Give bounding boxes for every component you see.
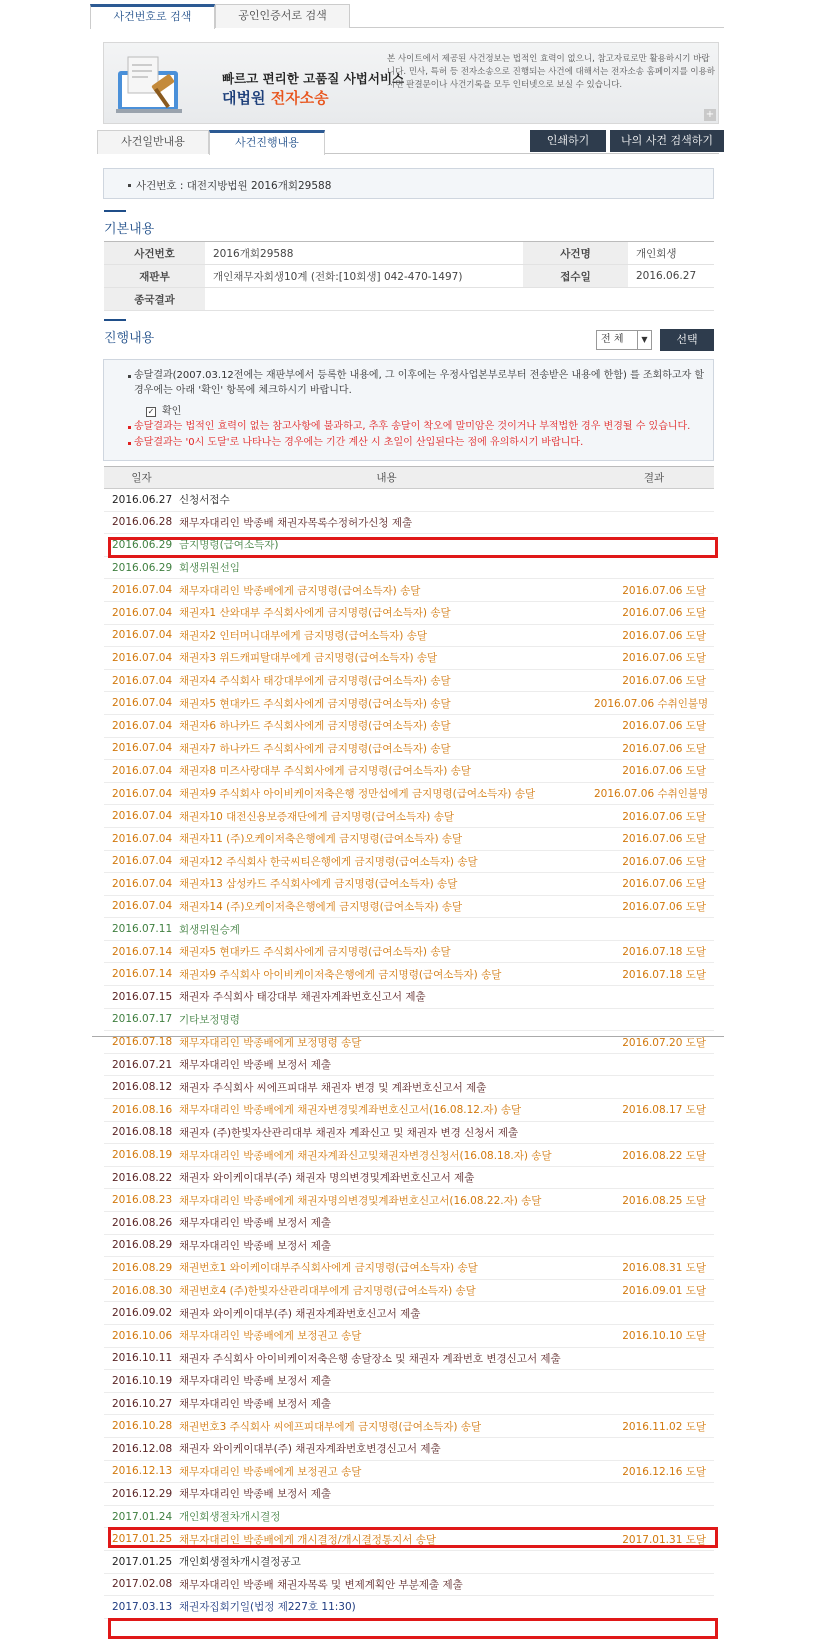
- row-result: [594, 1573, 714, 1596]
- row-result: [594, 1483, 714, 1506]
- filter-select[interactable]: [596, 330, 652, 350]
- table-row: [104, 1189, 714, 1212]
- table-row: [104, 1099, 714, 1122]
- info-row: [104, 288, 714, 311]
- row-content: 회생위원선임: [179, 556, 594, 579]
- table-row: [104, 601, 714, 624]
- row-result: 2016.07.06 도달: [594, 647, 714, 670]
- row-content: 채무자대리인 박종배 보정서 제출: [179, 1370, 594, 1393]
- row-date: 2017.02.08: [104, 1573, 179, 1596]
- row-content: 금지명령(급여소득자): [179, 534, 594, 557]
- row-content: 채권자5 현대카드 주식회사에게 금지명령(급여소득자) 송달: [179, 692, 594, 715]
- progress-table-body: [104, 489, 714, 1619]
- table-row: [104, 1460, 714, 1483]
- highlight-box: [108, 1618, 718, 1639]
- row-result: [594, 1121, 714, 1144]
- row-date: 2017.01.25: [104, 1528, 179, 1551]
- select-button[interactable]: 선택: [660, 329, 714, 351]
- row-content: 개인회생절차개시결정공고: [179, 1550, 594, 1573]
- row-content: 채권자집회기일(법정 제227호 11:30): [179, 1596, 594, 1619]
- row-content: 신청서접수: [179, 489, 594, 512]
- table-row: [104, 1415, 714, 1438]
- row-result: 2016.11.02 도달: [594, 1415, 714, 1438]
- row-result: [594, 1347, 714, 1370]
- row-date: 2016.08.29: [104, 1234, 179, 1257]
- info-label: 종국결과: [104, 288, 205, 311]
- chevron-down-icon: ▼: [637, 331, 651, 349]
- table-row: [104, 1370, 714, 1393]
- row-result: [594, 556, 714, 579]
- plus-icon[interactable]: +: [705, 109, 715, 120]
- row-content: 채권자 주식회사 아이비케이저축은행 송달장소 및 채권자 계좌번호 변경신고서 제출: [179, 1347, 594, 1370]
- row-date: 2016.07.04: [104, 805, 179, 828]
- table-row: [104, 1076, 714, 1099]
- row-date: 2016.08.29: [104, 1257, 179, 1280]
- row-result: 2016.07.18 도달: [594, 963, 714, 986]
- row-result: [594, 1234, 714, 1257]
- tab-case-number-search[interactable]: 사건번호로 검색: [90, 4, 215, 29]
- row-content: 채무자대리인 박종배 보정서 제출: [179, 1483, 594, 1506]
- row-result: 2016.07.06 도달: [594, 737, 714, 760]
- row-content: 채무자대리인 박종배에게 개시결정/개시결정통지서 송달: [179, 1528, 594, 1551]
- banner-title-prefix: 대법원: [222, 89, 271, 107]
- row-result: [594, 986, 714, 1009]
- info-value: 2016.06.27: [628, 265, 714, 288]
- table-row: [104, 737, 714, 760]
- row-content: 회생위원승계: [179, 918, 594, 941]
- row-date: 2016.08.12: [104, 1076, 179, 1099]
- row-date: 2016.10.11: [104, 1347, 179, 1370]
- table-row: [104, 963, 714, 986]
- table-row: [104, 1437, 714, 1460]
- row-result: [594, 1505, 714, 1528]
- table-row: [104, 940, 714, 963]
- notice-line-1b: 경우에는 아래 '확인' 항목에 체크하시기 바랍니다.: [134, 385, 352, 396]
- tab-certificate-search[interactable]: 공인인증서로 검색: [215, 4, 350, 28]
- row-date: 2016.09.02: [104, 1302, 179, 1325]
- row-date: 2016.07.04: [104, 850, 179, 873]
- notice-line-1: 송달결과(2007.03.12전에는 재판부에서 등록한 내용에, 그 이후에는 우정사업본부로부터 전송받은 내용에 한함) 를 조회하고자 할: [134, 370, 705, 381]
- row-date: 2016.07.17: [104, 1008, 179, 1031]
- table-row: [104, 1324, 714, 1347]
- row-date: 2016.06.29: [104, 534, 179, 557]
- row-result: 2016.07.06 도달: [594, 805, 714, 828]
- row-result: [594, 1166, 714, 1189]
- table-row: [104, 1031, 714, 1054]
- row-content: 채권자 와이케이대부(주) 채권자계좌번호변경신고서 제출: [179, 1437, 594, 1460]
- row-content: 채무자대리인 박종배 보정서 제출: [179, 1392, 594, 1415]
- row-result: 2016.08.22 도달: [594, 1144, 714, 1167]
- row-result: 2016.07.06 도달: [594, 714, 714, 737]
- banner-title: [222, 87, 329, 108]
- row-date: 2016.10.06: [104, 1324, 179, 1347]
- info-label: 접수일: [523, 265, 628, 288]
- row-date: 2017.01.24: [104, 1505, 179, 1528]
- table-row: [104, 873, 714, 896]
- highlight-box: [108, 1527, 718, 1548]
- table-row: [104, 669, 714, 692]
- table-row: [104, 1121, 714, 1144]
- row-content: 채무자대리인 박종배에게 금지명령(급여소득자) 송달: [179, 579, 594, 602]
- row-date: 2016.07.04: [104, 760, 179, 783]
- row-content: 기타보정명령: [179, 1008, 594, 1031]
- row-date: 2017.01.25: [104, 1550, 179, 1573]
- notice-box: [103, 359, 714, 461]
- table-row: [104, 760, 714, 783]
- col-date-header: 일자: [104, 467, 179, 489]
- row-content: 채권번호1 와이케이대부주식회사에게 금지명령(급여소득자) 송달: [179, 1257, 594, 1280]
- row-content: 채권자 주식회사 씨에프피대부 채권자 변경 및 계좌번호신고서 제출: [179, 1076, 594, 1099]
- row-result: [594, 1550, 714, 1573]
- row-content: 채권자5 현대카드 주식회사에게 금지명령(급여소득자) 송달: [179, 940, 594, 963]
- row-content: 채권자10 대전신용보증재단에게 금지명령(급여소득자) 송달: [179, 805, 594, 828]
- row-date: 2016.07.04: [104, 714, 179, 737]
- info-row: [104, 265, 714, 288]
- table-row: [104, 1053, 714, 1076]
- basic-info-title: 기본내용: [104, 218, 154, 237]
- table-row: [104, 714, 714, 737]
- confirm-checkbox[interactable]: ✓: [147, 407, 155, 416]
- row-date: 2016.12.08: [104, 1437, 179, 1460]
- table-row: [104, 1257, 714, 1280]
- tab-case-progress[interactable]: 사건진행내용: [209, 130, 325, 155]
- row-result: 2017.01.31 도달: [594, 1528, 714, 1551]
- ecourt-banner: [103, 42, 719, 124]
- filter-select-value: 전 체: [601, 334, 624, 345]
- row-result: 2016.07.06 도달: [594, 850, 714, 873]
- row-date: 2016.07.04: [104, 782, 179, 805]
- search-mode-tabs: [90, 4, 724, 28]
- notice-line-3: 송달결과는 '0시 도달'로 나타나는 경우에는 기간 계산 시 초일이 산입된다는 점에 유의하시기 바랍니다.: [134, 437, 584, 448]
- row-content: 채권번호4 (주)한빛자산관리대부에게 금지명령(급여소득자) 송달: [179, 1279, 594, 1302]
- row-result: [594, 1437, 714, 1460]
- row-content: 채무자대리인 박종배에게 채권자계좌신고및채권자변경신청서(16.08.18.자) 송달: [179, 1144, 594, 1167]
- bullet-icon: [128, 442, 131, 445]
- row-result: [594, 1008, 714, 1031]
- row-content: 채권자14 (주)오케이저축은행에게 금지명령(급여소득자) 송달: [179, 895, 594, 918]
- row-date: 2016.07.14: [104, 940, 179, 963]
- table-row: [104, 624, 714, 647]
- row-content: 채권자2 인터머니대부에게 금지명령(급여소득자) 송달: [179, 624, 594, 647]
- table-row: [104, 489, 714, 512]
- banner-title-accent: 전자소송: [270, 89, 329, 107]
- row-result: 2016.07.06 수취인불명: [594, 782, 714, 805]
- row-date: 2016.07.04: [104, 669, 179, 692]
- progress-table: [104, 466, 714, 1619]
- row-date: 2016.07.04: [104, 692, 179, 715]
- row-content: 채권자12 주식회사 한국씨티은행에게 금지명령(급여소득자) 송달: [179, 850, 594, 873]
- table-row: [104, 805, 714, 828]
- row-date: 2016.12.13: [104, 1460, 179, 1483]
- row-date: 2016.10.27: [104, 1392, 179, 1415]
- row-result: 2016.07.06 도달: [594, 873, 714, 896]
- row-content: 채권자3 위드캐피탈대부에게 금지명령(급여소득자) 송달: [179, 647, 594, 670]
- row-content: 채권자8 미즈사랑대부 주식회사에게 금지명령(급여소득자) 송달: [179, 760, 594, 783]
- row-result: [594, 1212, 714, 1235]
- row-date: 2016.08.16: [104, 1099, 179, 1122]
- row-result: 2016.07.06 도달: [594, 624, 714, 647]
- table-row: [104, 782, 714, 805]
- row-date: 2016.07.04: [104, 601, 179, 624]
- row-content: 채권자9 주식회사 아이비케이저축은행 정만섭에게 금지명령(급여소득자) 송달: [179, 782, 594, 805]
- row-date: 2016.07.04: [104, 647, 179, 670]
- table-row: [104, 1166, 714, 1189]
- row-result: 2016.07.06 수취인불명: [594, 692, 714, 715]
- print-button[interactable]: 인쇄하기: [530, 130, 606, 152]
- row-date: 2016.07.04: [104, 827, 179, 850]
- table-row: [104, 1212, 714, 1235]
- table-row: [104, 1573, 714, 1596]
- row-content: 채무자대리인 박종배 보정서 제출: [179, 1053, 594, 1076]
- row-date: 2016.07.04: [104, 579, 179, 602]
- row-result: 2016.09.01 도달: [594, 1279, 714, 1302]
- info-value: 2016개회29588: [205, 242, 523, 265]
- row-date: 2016.07.21: [104, 1053, 179, 1076]
- row-content: 채권자 와이케이대부(주) 채권자계좌번호신고서 제출: [179, 1302, 594, 1325]
- row-content: 채무자대리인 박종배 보정서 제출: [179, 1234, 594, 1257]
- row-content: 채무자대리인 박종배에게 채권자명의변경및계좌번호신고서(16.08.22.자) 송달: [179, 1189, 594, 1212]
- row-result: [594, 1302, 714, 1325]
- info-value: [205, 288, 714, 311]
- row-content: 채권자11 (주)오케이저축은행에게 금지명령(급여소득자) 송달: [179, 827, 594, 850]
- row-result: 2016.08.17 도달: [594, 1099, 714, 1122]
- row-date: 2016.07.04: [104, 624, 179, 647]
- case-number-box: [103, 168, 714, 199]
- row-content: 채권자9 주식회사 아이비케이저축은행에게 금지명령(급여소득자) 송달: [179, 963, 594, 986]
- row-date: 2016.08.23: [104, 1189, 179, 1212]
- row-result: 2016.08.31 도달: [594, 1257, 714, 1280]
- table-row: [104, 1234, 714, 1257]
- table-row: [104, 850, 714, 873]
- row-content: 채권자 주식회사 태강대부 채권자계좌번호신고서 제출: [179, 986, 594, 1009]
- table-row: [104, 1347, 714, 1370]
- notice-line-2: 송달결과는 법적인 효력이 없는 참고사항에 불과하고, 추후 송달이 착오에 말미암은 것이거나 부적법한 경우 변경될 수 있습니다.: [134, 421, 691, 432]
- row-date: 2016.08.26: [104, 1212, 179, 1235]
- info-label: 재판부: [104, 265, 205, 288]
- table-row: [104, 1008, 714, 1031]
- row-result: 2016.07.06 도달: [594, 579, 714, 602]
- table-row: [104, 1302, 714, 1325]
- row-content: 채권자1 산와대부 주식회사에게 금지명령(급여소득자) 송달: [179, 601, 594, 624]
- row-result: [594, 1596, 714, 1619]
- table-row: [104, 1279, 714, 1302]
- row-date: 2016.07.04: [104, 873, 179, 896]
- row-result: 2016.07.06 도달: [594, 827, 714, 850]
- row-date: 2017.03.13: [104, 1596, 179, 1619]
- table-row: [104, 1550, 714, 1573]
- table-row: [104, 647, 714, 670]
- banner-note: 본 사이트에서 제공된 사건정보는 법적인 효력이 없으니, 참고자료로만 활용하시기 바랍니다. 민사, 특허 등 전자소송으로 진행되는 사건에 대해서는 전자소송 홈페이지를 이용하시면 판결문이나 사건기록을 모두 인터넷으로 보실 수 있습니다.: [387, 54, 716, 90]
- row-date: 2016.10.19: [104, 1370, 179, 1393]
- row-date: 2016.08.30: [104, 1279, 179, 1302]
- table-row: [104, 1505, 714, 1528]
- info-value: 개인채무자회생10계 (전화:[10회생] 042-470-1497): [205, 265, 523, 288]
- row-result: 2016.07.06 도달: [594, 895, 714, 918]
- table-row: [104, 1392, 714, 1415]
- row-result: [594, 511, 714, 534]
- row-content: 채무자대리인 박종배 보정서 제출: [179, 1212, 594, 1235]
- table-row: [104, 918, 714, 941]
- row-result: 2016.08.25 도달: [594, 1189, 714, 1212]
- row-date: 2016.06.27: [104, 489, 179, 512]
- row-date: 2016.07.15: [104, 986, 179, 1009]
- row-result: 2016.12.16 도달: [594, 1460, 714, 1483]
- table-row: [104, 511, 714, 534]
- col-result-header: 결과: [594, 467, 714, 489]
- info-value: 개인회생: [628, 242, 714, 265]
- row-date: 2016.07.18: [104, 1031, 179, 1054]
- row-date: 2016.06.29: [104, 556, 179, 579]
- row-result: [594, 1392, 714, 1415]
- row-result: [594, 1370, 714, 1393]
- progress-title: 진행내용: [104, 327, 154, 346]
- row-date: 2016.06.28: [104, 511, 179, 534]
- table-row: [104, 827, 714, 850]
- table-header-row: [104, 467, 714, 489]
- row-result: 2016.07.06 도달: [594, 669, 714, 692]
- row-content: 채무자대리인 박종배에게 채권자변경및계좌번호신고서(16.08.12.자) 송달: [179, 1099, 594, 1122]
- row-content: 채권자7 하나카드 주식회사에게 금지명령(급여소득자) 송달: [179, 737, 594, 760]
- row-date: 2016.07.11: [104, 918, 179, 941]
- row-content: 채권자 와이케이대부(주) 채권자 명의변경및계좌번호신고서 제출: [179, 1166, 594, 1189]
- info-row: [104, 242, 714, 265]
- row-result: [594, 489, 714, 512]
- col-content-header: 내용: [179, 467, 594, 489]
- bullet-icon: [128, 375, 131, 378]
- row-content: 채권자 (주)한빛자산관리대부 채권자 계좌신고 및 채권자 변경 신청서 제출: [179, 1121, 594, 1144]
- row-content: 채권자4 주식회사 태강대부에게 금지명령(급여소득자) 송달: [179, 669, 594, 692]
- bullet-icon: [128, 184, 131, 187]
- bullet-icon: [128, 426, 131, 429]
- table-row: [104, 1483, 714, 1506]
- row-content: 채무자대리인 박종배에게 보정권고 송달: [179, 1460, 594, 1483]
- row-date: 2016.08.19: [104, 1144, 179, 1167]
- row-result: 2016.10.10 도달: [594, 1324, 714, 1347]
- case-number-text: 사건번호 : 대전지방법원 2016개회29588: [136, 180, 332, 192]
- row-content: 채무자대리인 박종배에게 보정명령 송달: [179, 1031, 594, 1054]
- row-result: 2016.07.06 도달: [594, 760, 714, 783]
- gavel-illustration-icon: [112, 49, 190, 119]
- row-content: 채권번호3 주식회사 씨에프피대부에게 금지명령(급여소득자) 송달: [179, 1415, 594, 1438]
- row-result: 2016.07.06 도달: [594, 601, 714, 624]
- table-row: [104, 1596, 714, 1619]
- row-content: 개인회생절차개시결정: [179, 1505, 594, 1528]
- confirm-label: 확인: [162, 406, 182, 417]
- info-label: 사건명: [523, 242, 628, 265]
- highlight-box: [108, 537, 718, 558]
- table-row: [104, 1144, 714, 1167]
- my-case-search-button[interactable]: 나의 사건 검색하기: [610, 130, 724, 152]
- tab-case-general[interactable]: 사건일반내용: [97, 130, 209, 154]
- table-row: [104, 692, 714, 715]
- row-date: 2016.12.29: [104, 1483, 179, 1506]
- row-date: 2016.07.14: [104, 963, 179, 986]
- row-date: 2016.08.22: [104, 1166, 179, 1189]
- row-result: 2016.07.18 도달: [594, 940, 714, 963]
- row-content: 채무자대리인 박종배에게 보정권고 송달: [179, 1324, 594, 1347]
- row-content: 채권자13 삼성카드 주식회사에게 금지명령(급여소득자) 송달: [179, 873, 594, 896]
- row-date: 2016.07.04: [104, 895, 179, 918]
- row-content: 채무자대리인 박종배 채권자목록 및 변제계획안 부분제출 제출: [179, 1573, 594, 1596]
- row-content: 채무자대리인 박종배 채권자목록수정허가신청 제출: [179, 511, 594, 534]
- row-content: 채권자6 하나카드 주식회사에게 금지명령(급여소득자) 송달: [179, 714, 594, 737]
- row-result: [594, 1053, 714, 1076]
- row-result: [594, 1076, 714, 1099]
- table-row: [104, 579, 714, 602]
- screenshot-seam: [92, 1036, 724, 1037]
- row-result: [594, 918, 714, 941]
- row-result: 2016.07.20 도달: [594, 1031, 714, 1054]
- info-label: 사건번호: [104, 242, 205, 265]
- row-date: 2016.08.18: [104, 1121, 179, 1144]
- row-date: 2016.10.28: [104, 1415, 179, 1438]
- table-row: [104, 895, 714, 918]
- table-row: [104, 986, 714, 1009]
- table-row: [104, 556, 714, 579]
- basic-info-table: [104, 241, 714, 311]
- row-date: 2016.07.04: [104, 737, 179, 760]
- banner-subtitle: 빠르고 편리한 고품질 사법서비스: [222, 71, 405, 86]
